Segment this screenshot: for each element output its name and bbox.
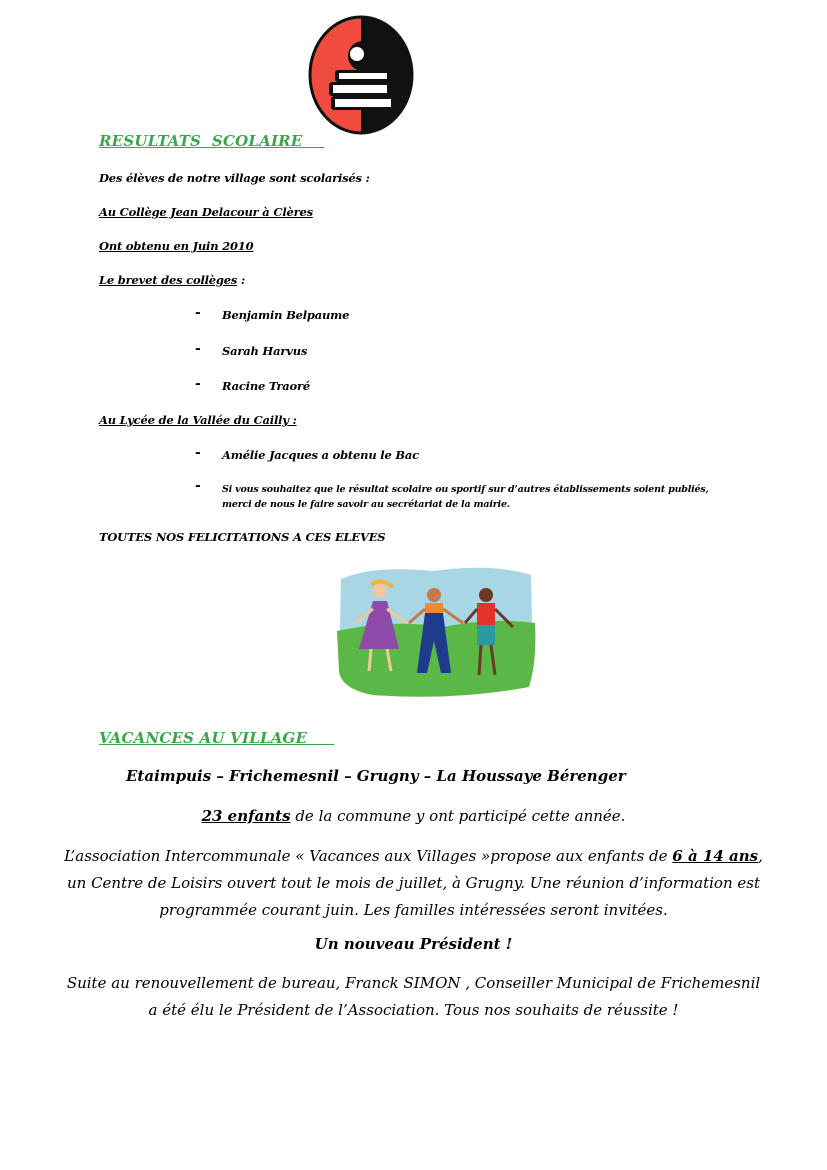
association-comma: , bbox=[758, 847, 763, 865]
apple-books-logo bbox=[305, 14, 417, 136]
student-name: Sarah Harvus bbox=[222, 344, 308, 358]
congratulations: TOUTES NOS FELICITATIONS A CES ELEVES bbox=[99, 530, 386, 544]
brevet-colon: : bbox=[237, 273, 245, 287]
obtained-date: Ont obtenu en Juin 2010 bbox=[99, 239, 254, 253]
association-text: L’association Intercommunale « Vacances aux Villages »propose aux enfants de bbox=[64, 847, 673, 865]
association-line-1 bbox=[0, 843, 827, 870]
president-paragraph bbox=[0, 970, 827, 1024]
publication-note: Si vous souhaitez que le résultat scolaire ou sportif sur d’autres établissements soient publiés, merci de nous le faire savoir au secrétariat de la mairie. bbox=[222, 484, 709, 510]
college-name: Au Collège Jean Delacour à Clères bbox=[99, 205, 313, 219]
association-paragraph bbox=[0, 843, 827, 924]
children-text: de la commune y ont participé cette année. bbox=[290, 807, 626, 825]
bullet-dash: - bbox=[195, 376, 201, 392]
lycee-name: Au Lycée de la Vallée du Cailly : bbox=[99, 413, 297, 427]
age-range: 6 à 14 ans bbox=[672, 847, 759, 865]
student-name: Benjamin Belpaume bbox=[222, 308, 350, 322]
student-name: Racine Traoré bbox=[222, 379, 311, 393]
bullet-dash: - bbox=[195, 341, 201, 357]
bullet-dash: - bbox=[195, 305, 201, 321]
association-line-2: un Centre de Loisirs ouvert tout le mois de juillet, à Grugny. Une réunion d’information est bbox=[66, 874, 760, 892]
bullet-dash: - bbox=[195, 445, 201, 461]
bullet-dash: - bbox=[195, 478, 201, 494]
towns-list: Etaimpuis – Frichemesnil – Grugny – La Houssaye Bérenger bbox=[126, 767, 626, 785]
president-line-2: a été élu le Président de l’Association. Tous nos souhaits de réussite ! bbox=[148, 1001, 679, 1019]
children-count: 23 enfants bbox=[201, 807, 291, 825]
results-intro: Des élèves de notre village sont scolarisés : bbox=[99, 171, 370, 185]
children-holding-hands-illustration bbox=[333, 561, 537, 699]
association-line-3: programmée courant juin. Les familles intéressées seront invitées. bbox=[159, 901, 668, 919]
lycee-student: Amélie Jacques a obtenu le Bac bbox=[222, 448, 419, 462]
results-heading: RESULTATS SCOLAIRE bbox=[99, 132, 325, 150]
brevet-label: Le brevet des collèges bbox=[99, 273, 238, 287]
president-line-1: Suite au renouvellement de bureau, Franck SIMON , Conseiller Municipal de Frichemesnil bbox=[66, 974, 761, 992]
brevet-label-row bbox=[99, 273, 245, 287]
children-count-line bbox=[0, 803, 827, 830]
president-heading: Un nouveau Président ! bbox=[314, 935, 513, 953]
vacances-heading: VACANCES AU VILLAGE bbox=[99, 729, 335, 747]
